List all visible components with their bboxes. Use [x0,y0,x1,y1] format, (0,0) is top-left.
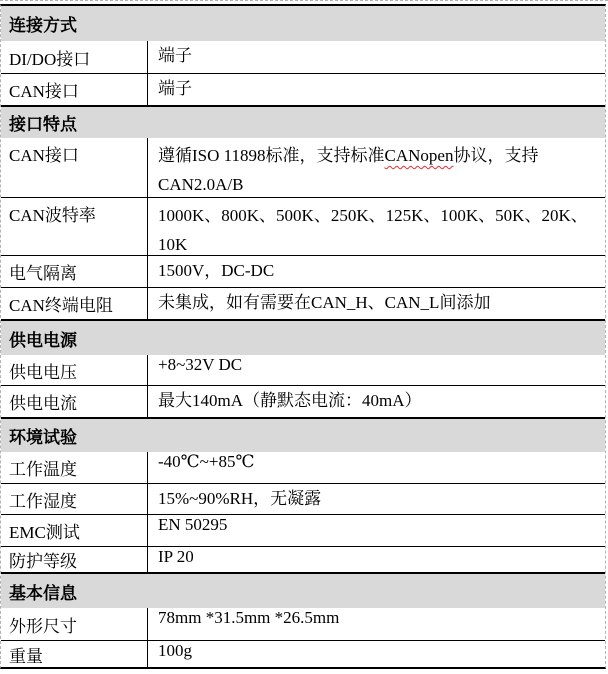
section-row [1,319,605,355]
value-text: 1000K、800K、500K、250K、125K、100K、50K、20K、10K [158,206,588,254]
row-label: 防护等级 [1,547,148,572]
section-title: 基本信息 [9,583,77,603]
spec-row [1,452,605,484]
row-label: 外形尺寸 [1,608,148,640]
value-text: 15%~90%RH，无凝露 [158,489,322,508]
row-label: DI/DO接口 [1,41,148,73]
row-value [148,484,605,514]
section-title: 接口特点 [9,115,77,134]
row-label: CAN接口 [1,74,148,105]
value-text: 端子 [158,46,192,65]
value-text: 1500V，DC-DC [158,261,275,280]
value-text: 最大140mA（静默态电流：40mA） [158,391,422,410]
row-value [148,198,605,255]
value-text: 端子 [158,79,192,98]
row-label: 供电电流 [1,386,148,417]
spec-row [1,608,605,641]
row-value [148,355,605,385]
spec-row [1,198,605,256]
row-value [148,641,605,667]
value-text: -40℃~+85℃ [158,452,255,471]
value-text: 100g [158,641,192,660]
spec-row [1,386,605,417]
section-title: 供电电源 [9,330,77,350]
spec-row [1,641,605,667]
row-value [148,515,605,546]
row-label: EMC测试 [1,515,148,546]
section-row [1,572,605,608]
spec-table [0,4,606,669]
spec-row [1,484,605,515]
row-label: 工作湿度 [1,484,148,514]
section-title: 环境试验 [9,428,77,447]
spellcheck-word: CANopen [384,146,454,165]
spec-row [1,256,605,288]
row-value [148,386,605,417]
value-text: 遵循ISO 11898标准，支持标准 [158,146,385,165]
value-text: IP 20 [158,547,194,566]
value-text: 未集成，如有需要在CAN_H、CAN_L间添加 [158,293,491,312]
spec-row [1,41,605,74]
row-label: CAN终端电阻 [1,288,148,319]
spec-row [1,74,605,105]
section-row [1,105,605,138]
value-text: EN 50295 [158,515,228,534]
spec-row [1,138,605,198]
value-text: 协议，支持CAN2.0A/B [158,146,539,194]
row-label: CAN波特率 [1,198,148,255]
row-value [148,608,605,640]
value-text: 78mm *31.5mm *26.5mm [158,608,340,627]
spec-row [1,288,605,319]
table-gridline-top [0,0,608,1]
section-row [1,417,605,452]
row-value [148,74,605,105]
spec-row [1,547,605,572]
row-value [148,547,605,572]
row-label: 供电电压 [1,355,148,385]
spec-row [1,355,605,386]
row-value [148,138,605,197]
row-value [148,256,605,287]
value-text: +8~32V DC [158,355,243,374]
row-label: 重量 [1,641,148,667]
section-row [1,6,605,41]
row-value [148,288,605,319]
row-value [148,452,605,483]
row-label: 工作温度 [1,452,148,483]
row-value [148,41,605,73]
row-label: CAN接口 [1,138,148,197]
section-title: 连接方式 [9,16,77,35]
spec-row [1,515,605,547]
row-label: 电气隔离 [1,256,148,287]
